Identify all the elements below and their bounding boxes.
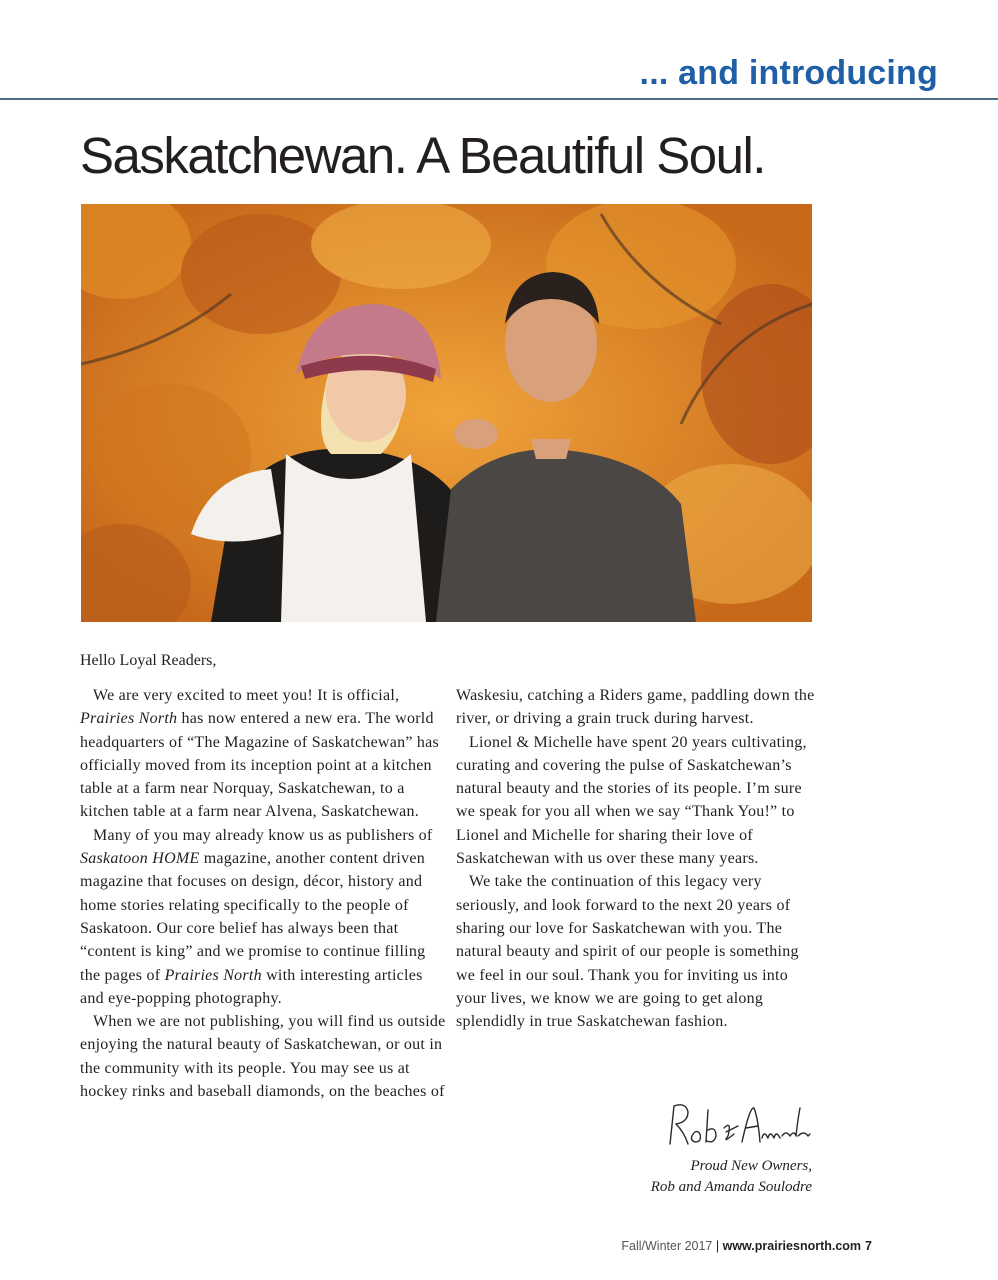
signoff-title: Proud New Owners, — [690, 1158, 812, 1174]
header-rule — [0, 98, 998, 100]
footer-issue: Fall/Winter 2017 — [621, 1239, 713, 1253]
letter-column-2 — [456, 684, 822, 1033]
page-number: 7 — [865, 1239, 872, 1253]
letter-column-1 — [80, 684, 446, 1103]
page-footer — [621, 1239, 872, 1253]
body-text: magazine, another content driven magazine that focuses on design, décor, history and home stories relating specifically to the people of Saskatoon. Our core belief has always been that “content is king” and we promise to continue filling the pages of — [80, 850, 426, 984]
magazine-title: Prairies North — [164, 966, 262, 984]
magazine-title: Saskatoon HOME — [80, 850, 200, 868]
body-text: When we are not publishing, you will find us outside enjoying the natural beauty of Saskatchewan, or out in the community with its people. You may see us at hockey rinks and baseball diamonds, on the beaches of — [80, 1013, 446, 1101]
body-text: Many of you may already know us as publishers of — [93, 826, 433, 844]
section-heading: ... and introducing — [639, 54, 938, 92]
body-paragraph: We take the continuation of this legacy very seriously, and look forward to the next 20 years of sharing our love for Saskatchewan with you. The natural beauty and spirit of our people is something we feel in our soul. Thank you for inviting us into your lives, we know we are going to get along splendidly in true Saskatchewan fashion. — [456, 873, 799, 1031]
handwritten-signature — [662, 1098, 812, 1156]
body-text: with interesting articles and eye-popping photography. — [80, 966, 423, 1007]
signoff-names: Rob and Amanda Soulodre — [650, 1179, 812, 1195]
body-paragraph: Lionel & Michelle have spent 20 years cultivating, curating and covering the pulse of Saskatchewan’s natural beauty and the stories of its people. I’m sure we speak for you all when we say “Thank You!” to Lionel and Michelle for sharing their love of Saskatchewan with us over these many years. — [456, 733, 807, 868]
owners-photo-illustration — [81, 204, 812, 622]
body-text: has now entered a new era. The world headquarters of “The Magazine of Saskatchewan” has officially moved from its inception point at a kitchen table at a farm near Norquay, Saskatchewan, to a kitchen table at a farm near Alvena, Saskatchewan. — [80, 710, 440, 821]
owners-photo — [81, 204, 812, 622]
footer-separator: | — [712, 1239, 723, 1253]
footer-website-link[interactable]: www.prairiesnorth.com — [722, 1239, 862, 1253]
page-title: Saskatchewan. A Beautiful Soul. — [80, 127, 765, 184]
letter-signoff — [552, 1098, 812, 1198]
letter-greeting: Hello Loyal Readers, — [80, 652, 217, 669]
body-text: We are very excited to meet you! It is official, — [93, 687, 400, 704]
body-paragraph: Waskesiu, catching a Riders game, paddling down the river, or driving a grain truck during harvest. — [456, 687, 815, 728]
magazine-title: Prairies North — [80, 710, 178, 728]
